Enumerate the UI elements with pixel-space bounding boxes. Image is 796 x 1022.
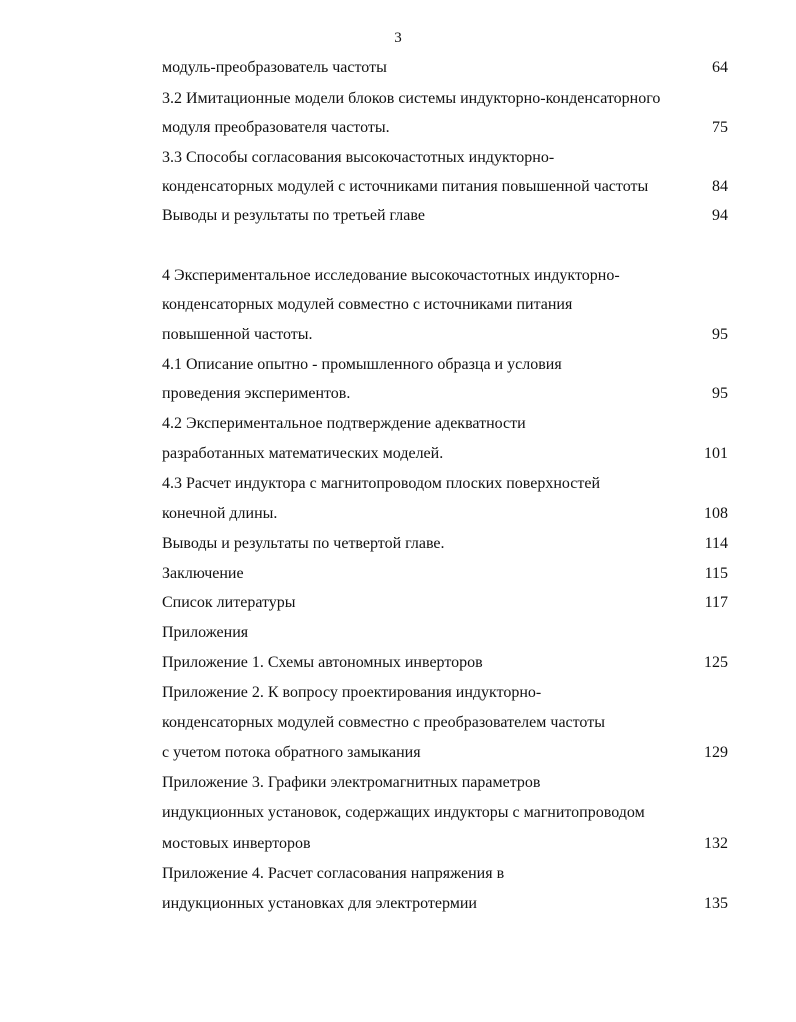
toc-entry-text: 3.3 Способы согласования высокочастотных индукторно- (162, 149, 555, 166)
toc-entry-page: 115 (704, 565, 728, 582)
toc-entry-text: 4.2 Экспериментальное подтверждение адекватности (162, 415, 526, 432)
toc-entry-page: 129 (704, 744, 728, 761)
toc-entry-page: 95 (712, 385, 728, 402)
toc-entry-text: проведения экспериментов. (162, 385, 351, 402)
toc-entry-text: мостовых инверторов (162, 835, 311, 852)
toc-entry-page: 135 (704, 895, 728, 912)
toc-entry-text: конечной длины. (162, 505, 278, 522)
toc-entry-text: Список литературы (162, 594, 296, 611)
toc-entry-page: 75 (712, 119, 728, 136)
toc-entry-text: повышенной частоты. (162, 326, 313, 343)
toc-entry-text: Выводы и результаты по третьей главе (162, 207, 425, 224)
toc-entry-text: разработанных математических моделей. (162, 445, 444, 462)
toc-entry-page: 132 (704, 835, 728, 852)
toc-entry-text: индукционных установках для электротермии (162, 895, 477, 912)
toc-entry-text: Приложение 3. Графики электромагнитных параметров (162, 774, 541, 791)
toc-entry-page: 94 (712, 207, 728, 224)
toc-entry-text: Приложение 1. Схемы автономных инверторов (162, 654, 483, 671)
toc-entry-text: 4 Экспериментальное исследование высокочастотных индукторно- (162, 267, 620, 284)
toc-entry-text: Выводы и результаты по четвертой главе. (162, 535, 445, 552)
toc-entry-page: 108 (704, 505, 728, 522)
toc-entry-text: 3.2 Имитационные модели блоков системы индукторно-конденсаторного (162, 90, 661, 107)
toc-entry-text: с учетом потока обратного замыкания (162, 744, 421, 761)
toc-entry-text: конденсаторных модулей совместно с преобразователем частоты (162, 714, 605, 731)
toc-entry-text: модуля преобразователя частоты. (162, 119, 390, 136)
toc-entry-page: 114 (704, 535, 728, 552)
toc-entry-text: Заключение (162, 565, 244, 582)
toc-entry-page: 95 (712, 326, 728, 343)
toc-entry-text: конденсаторных модулей с источниками питания повышенной частоты (162, 178, 649, 195)
toc-entry-text: 4.1 Описание опытно - промышленного образца и условия (162, 356, 562, 373)
toc-entry-page: 101 (704, 445, 728, 462)
toc-entry-page: 84 (712, 178, 728, 195)
toc-entry-text: индукционных установок, содержащих индукторы с магнитопроводом (162, 804, 645, 821)
toc-entry-page: 64 (712, 59, 728, 76)
toc-entry-text: Приложение 2. К вопросу проектирования индукторно- (162, 684, 542, 701)
toc-entry-text: Приложения (162, 624, 249, 641)
toc-entry-page: 125 (704, 654, 728, 671)
toc-entry-page: 117 (704, 594, 728, 611)
toc-entry-text: Приложение 4. Расчет согласования напряжения в (162, 865, 505, 882)
toc-entry-text: модуль-преобразователь частоты (162, 59, 387, 76)
toc-entry-text: конденсаторных модулей совместно с источниками питания (162, 296, 573, 313)
toc-entry-text: 4.3 Расчет индуктора с магнитопроводом плоских поверхностей (162, 475, 601, 492)
page-number: 3 (394, 30, 402, 46)
